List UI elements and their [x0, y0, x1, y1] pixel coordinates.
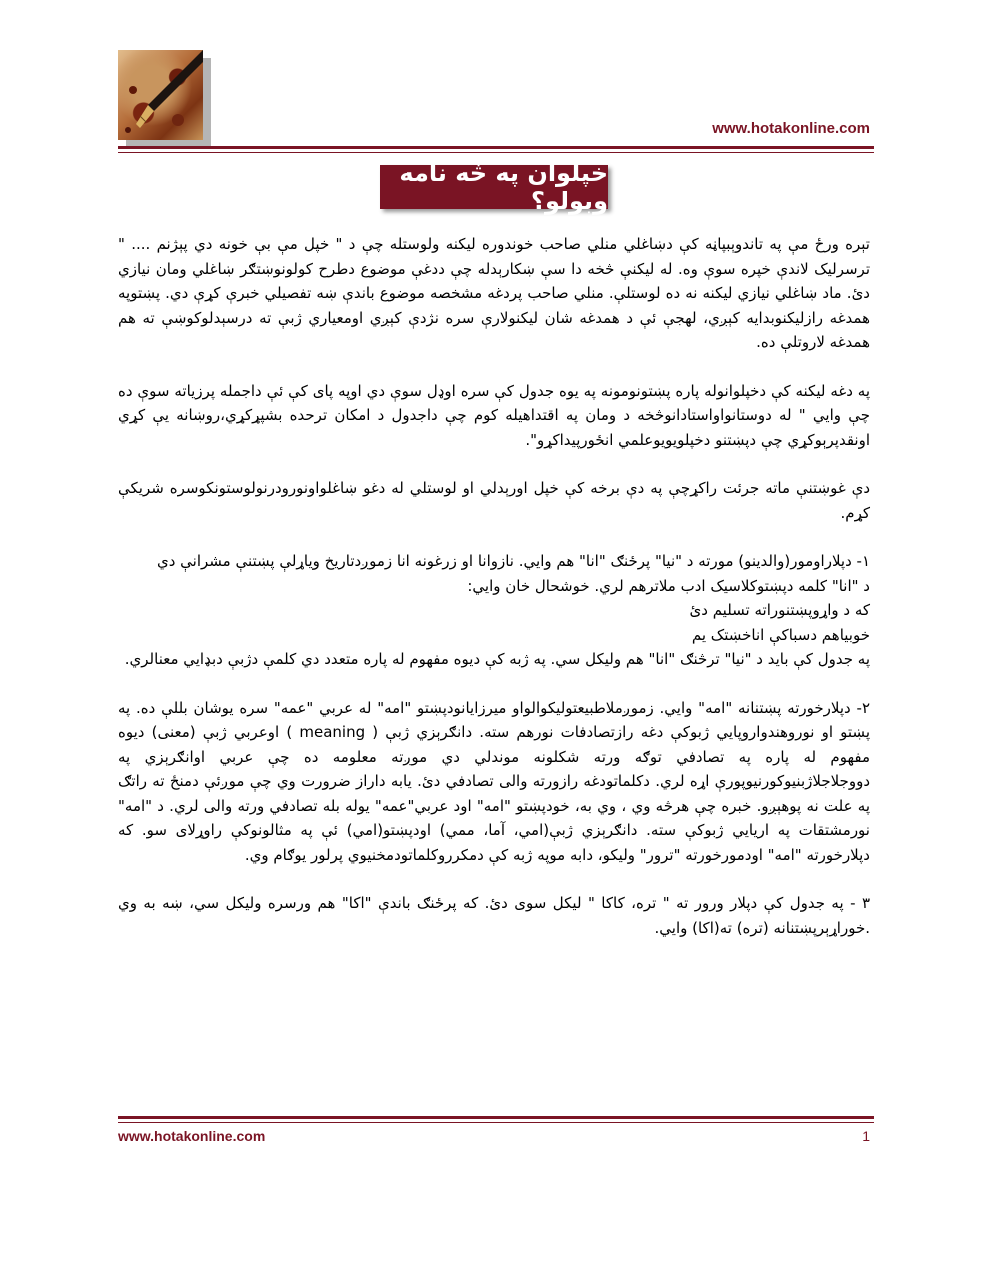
- section-1-line: د "انا" کلمه دپښتوکلاسيک ادب ملاترهم لري. خوشحال خان وايي:: [467, 576, 870, 595]
- header-divider: [118, 146, 874, 149]
- section-3: ۳ - په جدول کې دپلار ورور ته " تره، کاکا " ليکل سوی دئ. که پرځنګ باندې "اکا" هم ورسره وليکل سي، ښه به وي .خوراړېرپښتنانه (تره) ته(اکا) وايي.: [118, 894, 870, 937]
- fountain-pen-nib-icon: [118, 50, 203, 140]
- section-1: [118, 549, 870, 672]
- paragraph-intro: تېره ورځ مې په تاندوېبپاڼه کې دښاغلي منلي صاحب خوندوره ليکنه ولوستله چې د " خپل مې بې خونه دي پېژنم .... " ترسرليک لاندې خپره سوې وه. له ليکنې څخه دا سې ښکارېدله چې ددغې موضوع دطرح کولونوښتګر ښاغلي ومان نيازي دئ. ماد ښاغلي نيازي ليکنه نه ده لوستلې. منلي صاحب پردغه مشخصه موضوع باندې ښه تفصيلي خبرې کړې دي. پښتوپه همدغه رازليکنوبدایه کېږي، لهجې ئې د همدغه شان ليکنولارې سره نژدې کېږي اومعياري ژبې ته درسېدلوکوښې ته هم همدغه لاروتلې ده.: [118, 235, 870, 351]
- section-1-line: په جدول کې بايد د "نیا" ترڅنګ "انا" هم وليکل سي. په ژبه کې ديوه مفهوم له پاره متعدد دي کلمې دژبې دبډايي معنالري.: [124, 650, 870, 668]
- header-site-url[interactable]: www.hotakonline.com: [712, 120, 870, 137]
- paragraph-table: په دغه ليکنه کې دخپلوانوله پاره پښتونومونه په يوه جدول کې سره اوډل سوې دي اوپه پای کې ئې داجمله پرزياته سوې ده چې وايي " له دوستانواواستادانوڅخه د ومان په اقتداهيله کوم چې داجدول د امکان ترحده بشپړکړي،روښانه يې کړي اونقدپرېوکړي چې دپښتنو دخپلويويوعلمي انځورپيداکړو".: [118, 381, 870, 449]
- paragraph-share: دې غوښتنې ماته جرئت راکړچې په دې برخه کې خپل اورېدلي او لوستلي له دغو ښاغلواونورودرنولوستونکوسره شريکې کړم.: [118, 479, 870, 522]
- section-2: ۲- دپلارخورته پښتنانه "امه" وايي. زموږملاطبيعتوليکوالواو ميرزايانودپښتو "امه" له عربي "عمه" سره يوشان بللې ده. په پښتو او نوروهندواروپايي ژبوکې دغه رازتصادفات نورهم سته. دانګرېزي ژبې ( meaning ) اوعربي ژبې (معنی) ديوه مفهوم له پاره په تصادفي توګه ورته شکلونه موندلي دي موږته معلومه ده چې عربي اوانګرېزي په دووجلاجلاژبنيوکورنيوپورې اړه لري. دکلماتودغه رازورته والی تصادفي دئ. يابه داراز ضرورت وي چې موږئې دمنځ ته راتګ په علت نه پوهېږو. خبره چې هرڅه وي ، وي به، خودپښتو "امه" اود عربي"عمه" يوله بله تصادفي ورته والی لري. د "امه" نورمشتقات په اريايي ژبوکې سته. دانګرېزي ژبې(امي، آما، ممي) اودپښتو(امي) ئې په مثالونوکې راوړلای سو. که دپلارخورته "امه" اودمورخورته "ترور" وليکو، دابه موپه ژبه کې دمکرروکلماتودمخنيوي پرلور يوګام وي.: [118, 698, 870, 864]
- footer-site-url[interactable]: www.hotakonline.com: [118, 1128, 266, 1144]
- page-title: خپلوان په څه نامه وبولو؟: [380, 165, 608, 209]
- header-divider-thin: [118, 152, 874, 153]
- footer-divider: [118, 1116, 874, 1119]
- article-body: [118, 232, 870, 964]
- footer-divider-thin: [118, 1122, 874, 1123]
- page-number: 1: [862, 1128, 870, 1144]
- section-1-line: ۱- دپلاراومور(والدينو) مورته د "نیا" پرځنګ "انا" هم وايي. نازوانا او زرغونه انا زموږدتاريخ وياړلې پښتنې مشرانې دي: [156, 552, 870, 570]
- poem-line: که د واړوپښتنوراته تسليم دئ: [689, 601, 870, 619]
- poem-line: خوبياهم دسباکې اناخښتک يم: [691, 625, 870, 644]
